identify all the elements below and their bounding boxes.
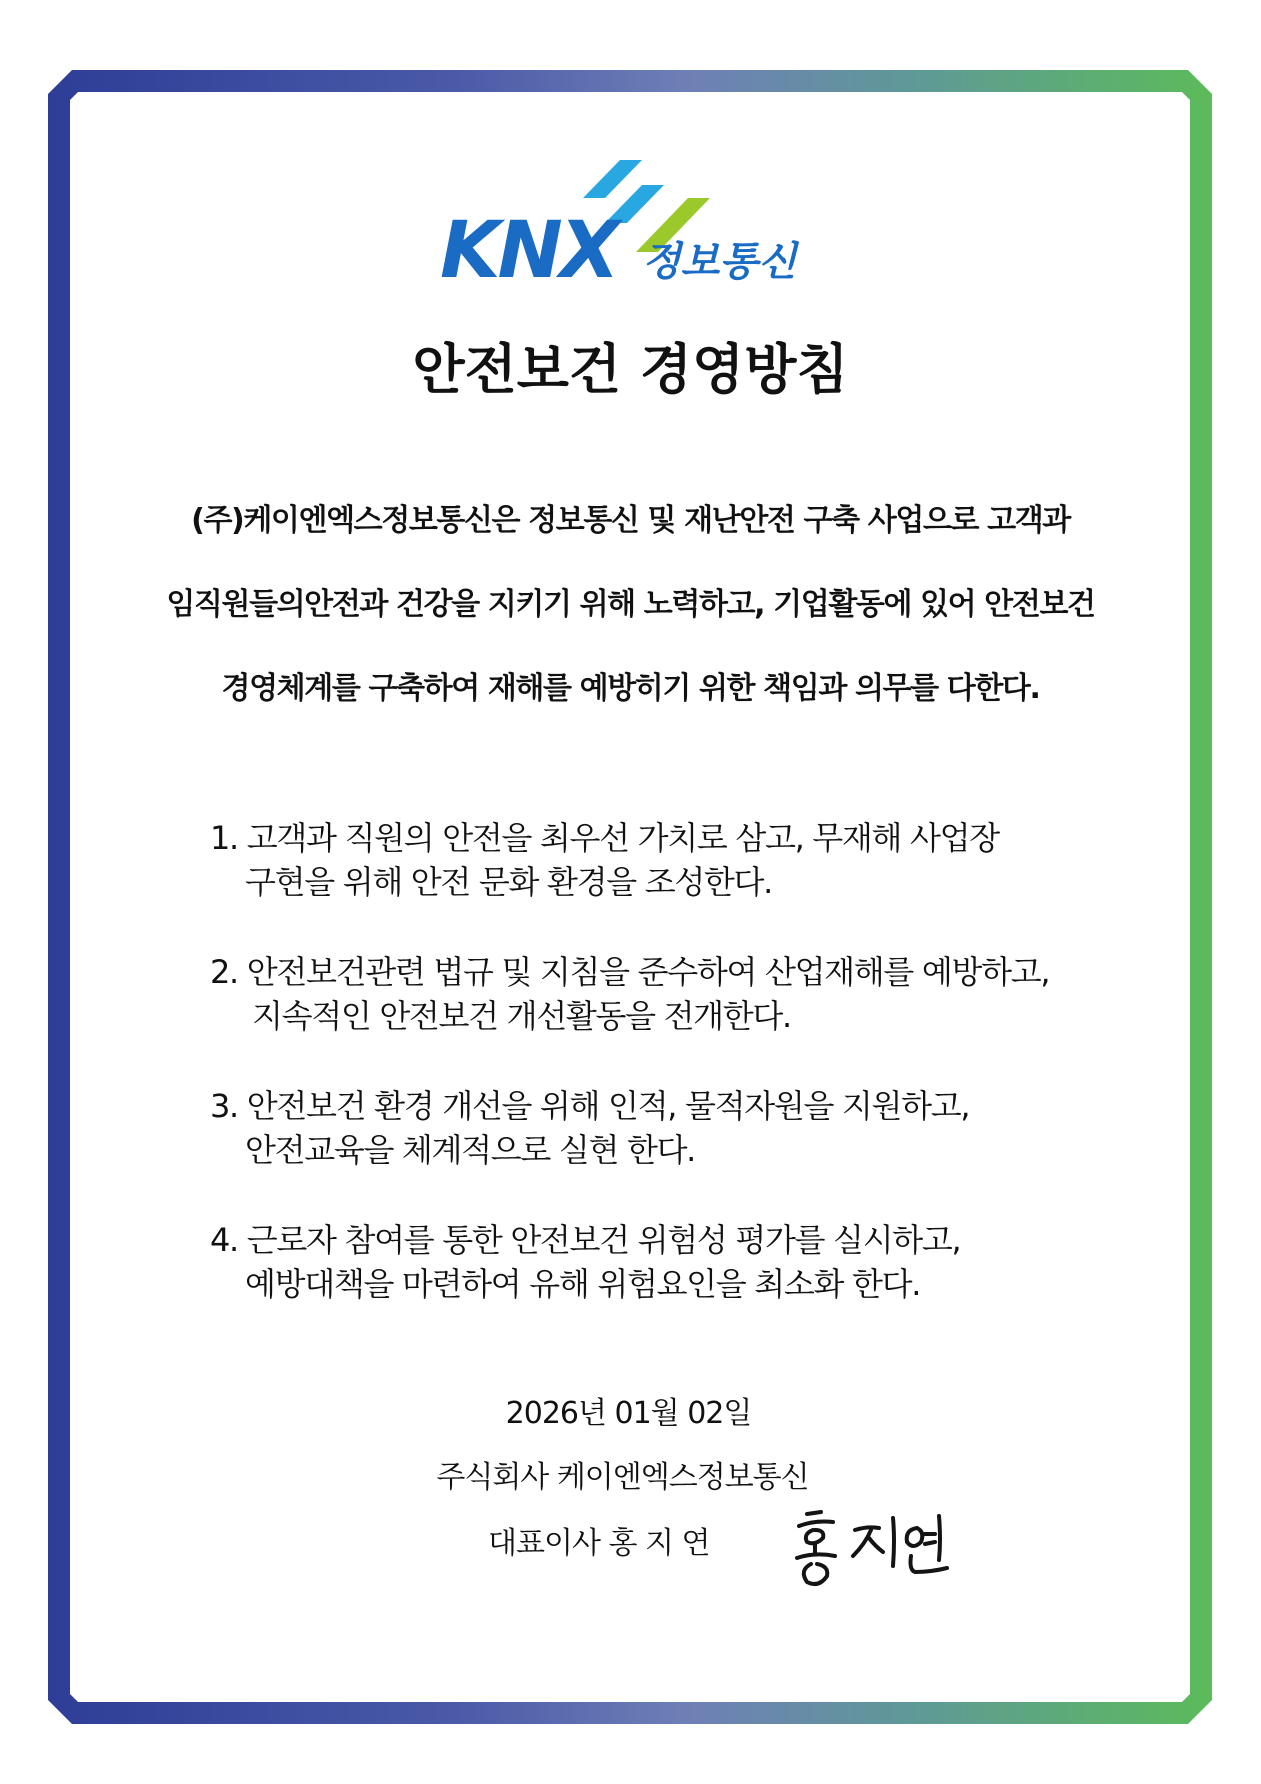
policy-item-1-line-1: 1. 고객과 직원의 안전을 최우선 가치로 삼고, 무재해 사업장 [210,819,999,857]
issue-date: 2026년 01월 02일 [505,1396,752,1431]
policy-item-4-line-1: 4. 근로자 참여를 통한 안전보건 위험성 평가를 실시하고, [210,1221,961,1259]
policy-item-2-line-2: 지속적인 안전보건 개선활동을 전개한다. [252,997,791,1035]
handwritten-signature [785,1500,955,1595]
policy-item-2-line-1: 2. 안전보건관련 법규 및 지침을 준수하여 산업재해를 예방하고, [210,953,1050,991]
logo-subtitle-text: 정보통신 [642,239,797,285]
policy-item-1-line-2: 구현을 위해 안전 문화 환경을 조성한다. [245,863,773,901]
policy-item-3-line-1: 3. 안전보건 환경 개선을 위해 인적, 물적자원을 지원하고, [210,1087,970,1125]
intro-line: 경영체계를 구축하여 재해를 예방히기 위한 책임과 의무를 다한다. [221,671,1040,706]
intro-line: (주)케이엔엑스정보통신은 정보통신 및 재난안전 구축 사업으로 고객과 [191,503,1070,538]
company-logo [440,148,840,298]
company-name: 주식회사 케이엔엑스정보통신 [436,1460,809,1495]
ceo-name: 대표이사 홍 지 연 [488,1526,710,1561]
policy-item-3-line-2: 안전교육을 체계적으로 실현 한다. [245,1131,696,1169]
page-title: 안전보건 경영방침 [412,338,849,401]
intro-line: 임직원들의안전과 건강을 지키기 위해 노력하고, 기업활동에 있어 안전보건 [166,587,1095,622]
policy-item-4-line-2: 예방대책을 마련하여 유해 위험요인을 최소화 한다. [245,1265,921,1303]
logo-brand-text: KNX [440,206,617,296]
